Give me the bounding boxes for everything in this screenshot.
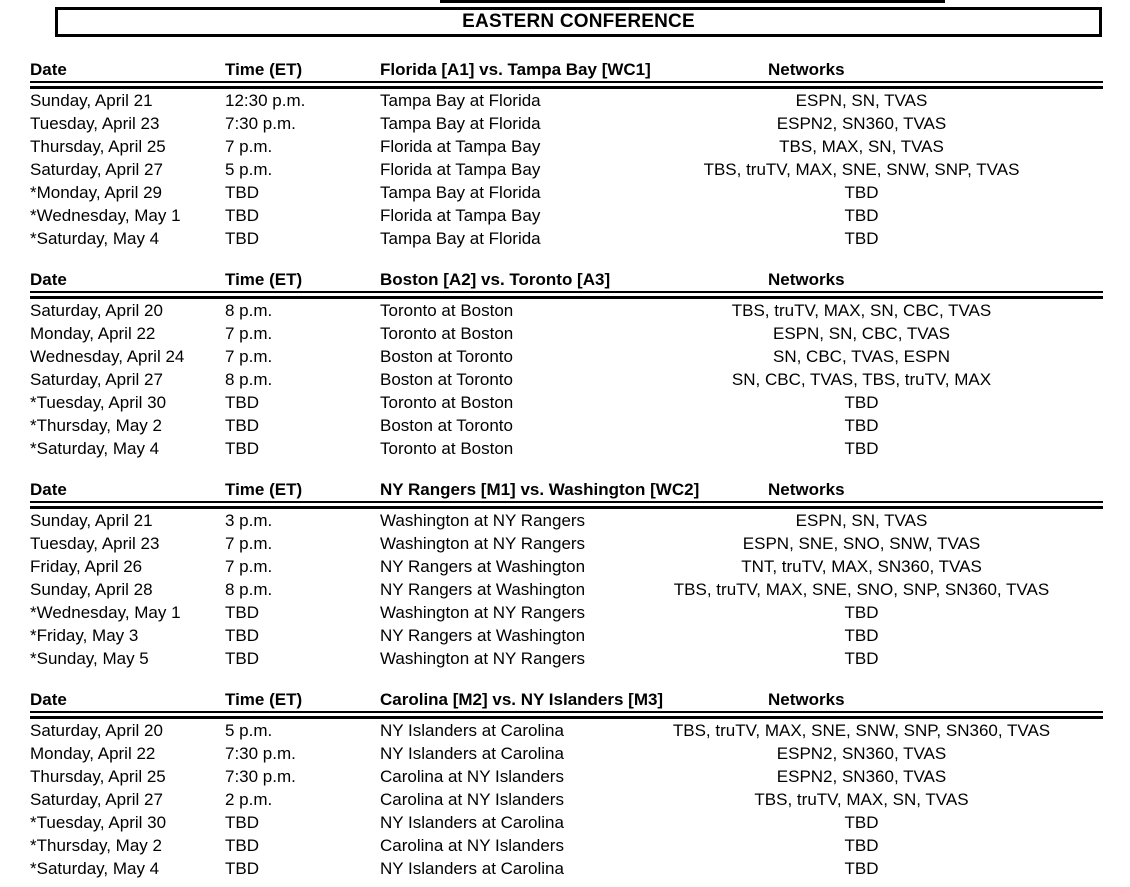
game-date: *Wednesday, May 1 [30,206,181,225]
game-row [30,834,1103,857]
game-networks: TBS, truTV, MAX, SNE, SNO, SNP, SN360, TVAS [673,580,1050,599]
game-time: 3 p.m. [225,511,273,530]
game-matchup: NY Rangers at Washington [380,626,586,645]
game-matchup: Washington at NY Rangers [380,534,586,553]
game-row [30,857,1103,880]
game-date: Sunday, April 21 [30,511,153,530]
game-matchup: Carolina at NY Islanders [380,767,564,786]
game-date: Thursday, April 25 [30,767,166,786]
game-date: Tuesday, April 23 [30,534,160,553]
game-matchup: Toronto at Boston [380,324,514,343]
game-date: Saturday, April 27 [30,160,163,179]
game-row [30,811,1103,834]
game-networks: TBD [844,393,879,412]
game-row [30,391,1103,414]
game-matchup: NY Islanders at Carolina [380,859,564,878]
game-date: *Thursday, May 2 [30,836,162,855]
game-matchup: NY Rangers at Washington [380,580,586,599]
game-networks: TBD [844,836,879,855]
game-row [30,509,1103,532]
game-networks: TBD [844,206,879,225]
game-time: TBD [225,206,259,225]
game-matchup: Tampa Bay at Florida [380,91,541,110]
column-header-time: Time (ET) [225,480,303,499]
game-row [30,601,1103,624]
game-matchup: Washington at NY Rangers [380,603,586,622]
game-row [30,227,1103,250]
game-row [30,765,1103,788]
game-time: 5 p.m. [225,721,273,740]
game-time: 7 p.m. [225,534,273,553]
game-networks: TBD [844,626,879,645]
table-header-row [30,480,1103,500]
header-double-rule [30,81,1103,89]
game-networks: ESPN2, SN360, TVAS [776,767,947,786]
series-table-florida-tampabay [30,60,1103,250]
game-matchup: Florida at Tampa Bay [380,137,541,156]
column-header-matchup: Boston [A2] vs. Toronto [A3] [380,270,611,289]
game-date: Sunday, April 28 [30,580,153,599]
game-matchup: Tampa Bay at Florida [380,183,541,202]
game-time: TBD [225,626,259,645]
column-header-networks: Networks [768,270,845,289]
game-date: *Sunday, May 5 [30,649,149,668]
game-time: TBD [225,229,259,248]
game-row [30,624,1103,647]
game-time: TBD [225,859,259,878]
game-matchup: Toronto at Boston [380,393,514,412]
game-date: *Wednesday, May 1 [30,603,181,622]
game-row [30,532,1103,555]
game-row [30,89,1103,112]
game-time: 7 p.m. [225,557,273,576]
game-date: *Saturday, May 4 [30,439,160,458]
column-header-networks: Networks [768,480,845,499]
game-networks: TBD [844,183,879,202]
game-date: Thursday, April 25 [30,137,166,156]
game-time: TBD [225,813,259,832]
game-time: TBD [225,603,259,622]
game-row [30,368,1103,391]
game-time: 7:30 p.m. [225,114,296,133]
column-header-time: Time (ET) [225,60,303,79]
game-date: Saturday, April 20 [30,721,163,740]
game-matchup: Carolina at NY Islanders [380,790,564,809]
game-matchup: Boston at Toronto [380,370,513,389]
game-row [30,345,1103,368]
series-table-boston-toronto [30,270,1103,460]
game-networks: ESPN, SNE, SNO, SNW, TVAS [742,534,981,553]
header-double-rule [30,711,1103,719]
game-row [30,112,1103,135]
game-matchup: Toronto at Boston [380,439,514,458]
game-date: Saturday, April 27 [30,370,163,389]
game-networks: TBS, truTV, MAX, SN, CBC, TVAS [731,301,992,320]
game-row [30,181,1103,204]
game-time: 7:30 p.m. [225,767,296,786]
game-row [30,414,1103,437]
game-row [30,322,1103,345]
game-row [30,647,1103,670]
game-date: *Tuesday, April 30 [30,393,167,412]
game-row [30,299,1103,322]
game-matchup: Washington at NY Rangers [380,649,586,668]
game-time: 7 p.m. [225,347,273,366]
game-matchup: NY Islanders at Carolina [380,813,564,832]
game-matchup: Florida at Tampa Bay [380,160,541,179]
game-networks: TBD [844,603,879,622]
column-header-date: Date [30,480,67,499]
game-time: 5 p.m. [225,160,273,179]
game-date: *Saturday, May 4 [30,229,160,248]
game-matchup: Boston at Toronto [380,416,513,435]
column-header-matchup: Florida [A1] vs. Tampa Bay [WC1] [380,60,651,79]
series-table-carolina-islanders [30,690,1103,880]
game-matchup: Carolina at NY Islanders [380,836,564,855]
game-matchup: Toronto at Boston [380,301,514,320]
game-networks: TBD [844,229,879,248]
column-header-matchup: Carolina [M2] vs. NY Islanders [M3] [380,690,664,709]
game-time: TBD [225,393,259,412]
game-date: Monday, April 22 [30,324,156,343]
game-networks: TBS, MAX, SN, TVAS [779,137,944,156]
game-networks: TBD [844,416,879,435]
game-date: Tuesday, April 23 [30,114,160,133]
game-row [30,437,1103,460]
column-header-date: Date [30,270,67,289]
game-networks: TNT, truTV, MAX, SN360, TVAS [741,557,982,576]
game-matchup: Tampa Bay at Florida [380,114,541,133]
game-networks: SN, CBC, TVAS, TBS, truTV, MAX [731,370,992,389]
game-networks: ESPN, SN, CBC, TVAS [773,324,950,343]
game-row [30,742,1103,765]
game-date: Monday, April 22 [30,744,156,763]
game-date: Wednesday, April 24 [30,347,185,366]
conference-title-box [55,7,1102,37]
game-date: *Monday, April 29 [30,183,162,202]
game-row [30,788,1103,811]
game-time: TBD [225,649,259,668]
game-time: TBD [225,439,259,458]
header-double-rule [30,501,1103,509]
game-networks: SN, CBC, TVAS, ESPN [773,347,950,366]
game-matchup: NY Rangers at Washington [380,557,586,576]
game-time: 7:30 p.m. [225,744,296,763]
game-time: 2 p.m. [225,790,273,809]
game-date: *Tuesday, April 30 [30,813,167,832]
game-date: Saturday, April 20 [30,301,163,320]
game-networks: TBS, truTV, MAX, SN, TVAS [754,790,969,809]
game-matchup: Tampa Bay at Florida [380,229,541,248]
game-time: 12:30 p.m. [225,91,306,110]
column-header-date: Date [30,690,67,709]
game-row [30,158,1103,181]
game-matchup: Washington at NY Rangers [380,511,586,530]
game-networks: TBS, truTV, MAX, SNE, SNW, SNP, SN360, TVAS [672,721,1051,740]
game-networks: ESPN2, SN360, TVAS [776,114,947,133]
game-row [30,555,1103,578]
game-networks: ESPN2, SN360, TVAS [776,744,947,763]
column-header-date: Date [30,60,67,79]
game-row [30,719,1103,742]
game-date: Friday, April 26 [30,557,143,576]
column-header-networks: Networks [768,690,845,709]
game-networks: ESPN, SN, TVAS [795,511,928,530]
game-date: *Saturday, May 4 [30,859,160,878]
conference-title: EASTERN CONFERENCE [462,11,695,32]
game-time: 8 p.m. [225,580,273,599]
column-header-time: Time (ET) [225,690,303,709]
game-networks: TBD [844,813,879,832]
game-time: TBD [225,836,259,855]
game-date: Saturday, April 27 [30,790,163,809]
game-row [30,578,1103,601]
game-row [30,204,1103,227]
game-networks: ESPN, SN, TVAS [795,91,928,110]
series-table-rangers-washington [30,480,1103,670]
cropped-top-edge-line [440,0,945,3]
game-date: Sunday, April 21 [30,91,153,110]
game-time: 7 p.m. [225,137,273,156]
column-header-matchup: NY Rangers [M1] vs. Washington [WC2] [380,480,700,499]
table-header-row [30,270,1103,290]
game-networks: TBD [844,859,879,878]
game-matchup: NY Islanders at Carolina [380,744,564,763]
game-time: 7 p.m. [225,324,273,343]
game-networks: TBD [844,649,879,668]
game-time: TBD [225,183,259,202]
table-header-row [30,60,1103,80]
game-networks: TBS, truTV, MAX, SNE, SNW, SNP, TVAS [703,160,1020,179]
game-date: *Friday, May 3 [30,626,139,645]
table-header-row [30,690,1103,710]
column-header-networks: Networks [768,60,845,79]
game-networks: TBD [844,439,879,458]
game-matchup: Florida at Tampa Bay [380,206,541,225]
column-header-time: Time (ET) [225,270,303,289]
game-time: TBD [225,416,259,435]
game-row [30,135,1103,158]
header-double-rule [30,291,1103,299]
game-matchup: NY Islanders at Carolina [380,721,564,740]
game-time: 8 p.m. [225,370,273,389]
game-matchup: Boston at Toronto [380,347,513,366]
game-time: 8 p.m. [225,301,273,320]
game-date: *Thursday, May 2 [30,416,162,435]
